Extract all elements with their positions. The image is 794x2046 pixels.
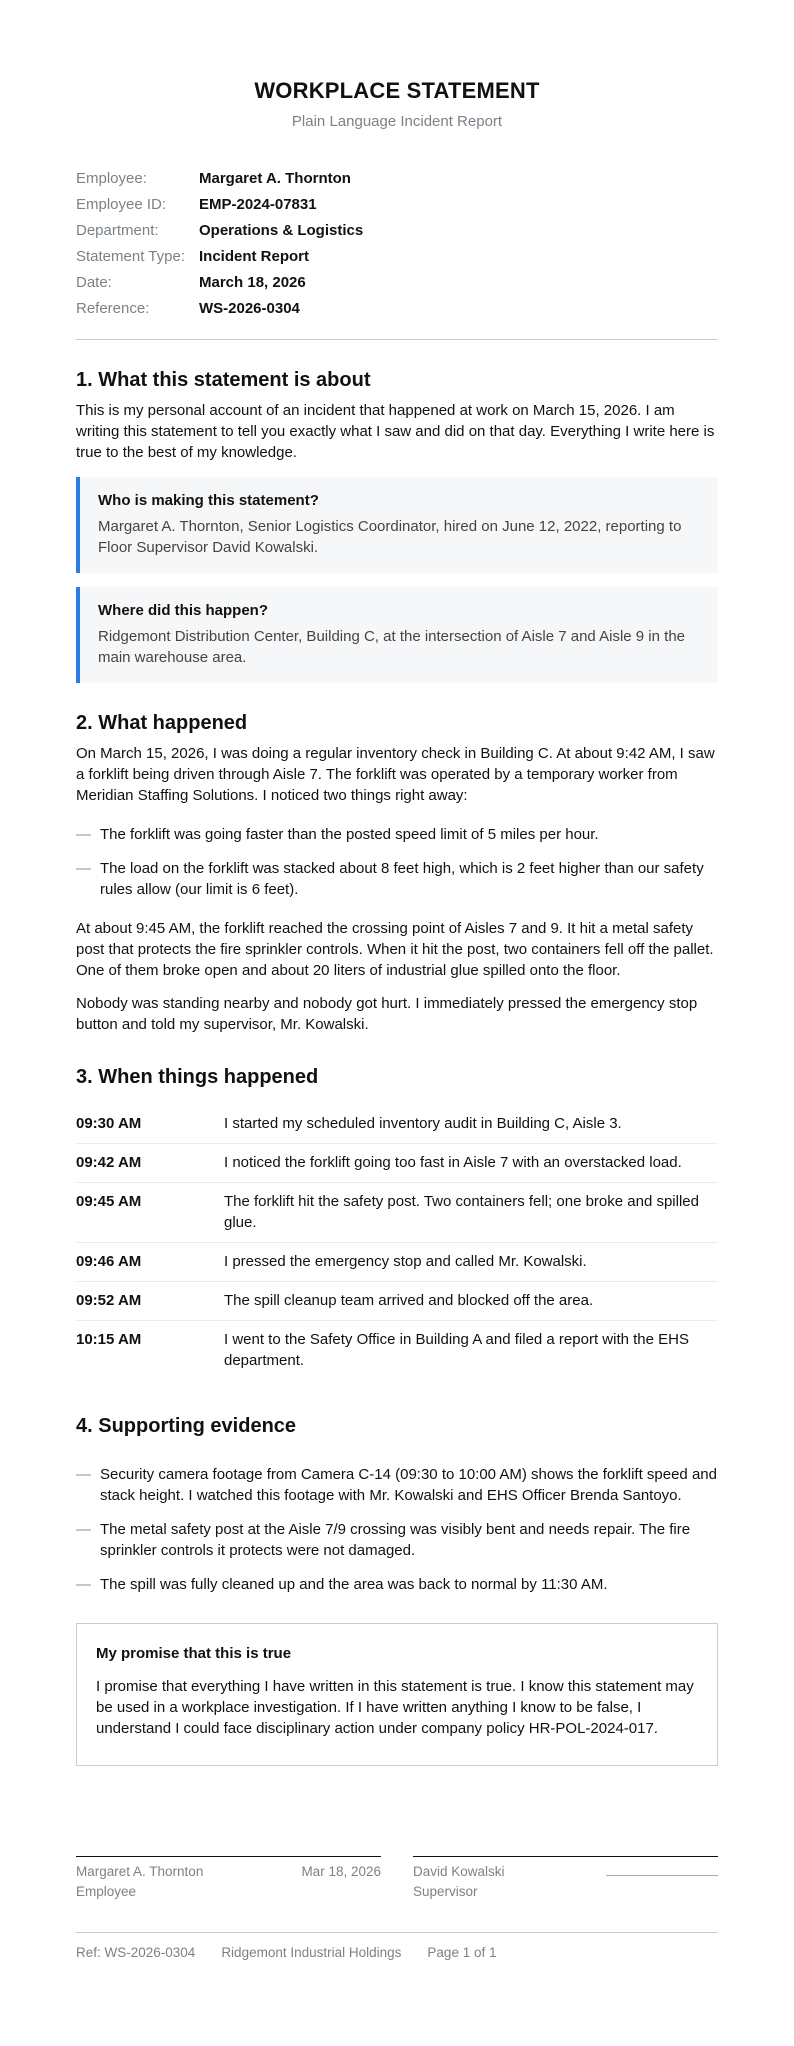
table-row [76, 1183, 718, 1243]
timeline-text: The forklift hit the safety post. Two containers fell; one broke and spilled glue. [224, 1193, 699, 1231]
callout-where [76, 587, 718, 683]
callout-text: Margaret A. Thornton, Senior Logistics Coordinator, hired on June 12, 2022, reporting to Floor Supervisor David Kowalski. [98, 518, 682, 556]
signer-role: Employee [76, 1884, 137, 1899]
meta-label: Employee ID: [76, 195, 167, 213]
signature-supervisor [413, 1856, 718, 1902]
meta-row-department [76, 217, 718, 243]
evidence-list [76, 1464, 718, 1595]
section-timeline [76, 1065, 718, 1380]
dash-bullet-icon: — [76, 1466, 91, 1483]
timeline-time: 09:30 AM [76, 1115, 142, 1132]
list-item [76, 1464, 718, 1506]
section-heading: 1. What this statement is about [76, 369, 371, 391]
footer-reference: Ref: WS-2026-0304 [76, 1945, 196, 1960]
timeline-time: 09:45 AM [76, 1193, 142, 1210]
meta-row-employee-id [76, 191, 718, 217]
dash-bullet-icon: — [76, 860, 91, 877]
timeline-text: I noticed the forklift going too fast in Aisle 7 with an overstacked load. [224, 1154, 682, 1171]
callout-title: Who is making this statement? [98, 492, 319, 509]
meta-value: Operations & Logistics [199, 221, 364, 239]
meta-row-date [76, 269, 718, 295]
meta-label: Date: [76, 273, 112, 291]
header-divider [76, 339, 718, 340]
section-what-happened [76, 711, 718, 1035]
list-item [76, 1574, 718, 1595]
signer-role: Supervisor [413, 1884, 478, 1899]
section-about [76, 368, 718, 683]
footer-company: Ridgemont Industrial Holdings [221, 1945, 402, 1960]
timeline-table [76, 1113, 718, 1380]
dash-bullet-icon: — [76, 826, 91, 843]
timeline-time: 09:46 AM [76, 1253, 142, 1270]
dash-bullet-icon: — [76, 1576, 91, 1593]
declaration-text: I promise that everything I have written in this statement is true. I know this statement may be used in a workplace investigation. If I have written anything I know to be false, I understand I could face disciplinary action under company policy HR-POL-2024-017. [96, 1678, 694, 1737]
list-item [76, 1519, 718, 1561]
metadata-table [76, 165, 718, 321]
section-evidence [76, 1414, 718, 1595]
table-row [76, 1321, 718, 1380]
timeline-text: The spill cleanup team arrived and blocked off the area. [224, 1292, 594, 1309]
meta-value: Incident Report [199, 247, 310, 265]
table-row [76, 1243, 718, 1282]
table-row [76, 1113, 718, 1144]
meta-row-reference [76, 295, 718, 321]
list-item [76, 858, 718, 900]
list-item [76, 824, 718, 845]
footer-divider [76, 1932, 718, 1933]
list-item-text: The load on the forklift was stacked about 8 feet high, which is 2 feet higher than our safety rules allow (our limit is 6 feet). [100, 860, 704, 898]
table-row [76, 1282, 718, 1321]
meta-value: WS-2026-0304 [199, 299, 300, 317]
timeline-time: 09:52 AM [76, 1292, 142, 1309]
footer-page-number: Page 1 of 1 [427, 1945, 497, 1960]
page-footer [76, 1945, 718, 1960]
signature-employee [76, 1856, 381, 1902]
callout-title: Where did this happen? [98, 602, 269, 619]
signer-name: Margaret A. Thornton [76, 1864, 204, 1879]
signature-block [76, 1856, 718, 1902]
meta-value: Margaret A. Thornton [199, 169, 351, 187]
callout-who [76, 477, 718, 573]
paragraph: On March 15, 2026, I was doing a regular inventory check in Building C. At about 9:42 AM, I saw a forklift being driven through Aisle 7. The forklift was operated by a temporary worker from Meridian Staffing Solutions. I noticed two things right away: [76, 745, 715, 804]
section-heading: 3. When things happened [76, 1066, 319, 1088]
truth-declaration-box [76, 1623, 718, 1766]
meta-value: March 18, 2026 [199, 273, 306, 291]
document-header [76, 78, 718, 131]
list-item-text: The spill was fully cleaned up and the area was back to normal by 11:30 AM. [100, 1576, 608, 1593]
timeline-text: I started my scheduled inventory audit in Building C, Aisle 3. [224, 1115, 622, 1132]
signer-name: David Kowalski [413, 1864, 505, 1879]
declaration-title: My promise that this is true [96, 1645, 292, 1662]
callout-text: Ridgemont Distribution Center, Building C, at the intersection of Aisle 7 and Aisle 9 in the main warehouse area. [98, 628, 685, 666]
dash-bullet-icon: — [76, 1521, 91, 1538]
meta-row-employee [76, 165, 718, 191]
timeline-text: I went to the Safety Office in Building A and filed a report with the EHS department. [224, 1331, 689, 1369]
timeline-time: 10:15 AM [76, 1331, 142, 1348]
list-item-text: The metal safety post at the Aisle 7/9 crossing was visibly bent and needs repair. The fire sprinkler controls it protects were not damaged. [100, 1521, 691, 1559]
signature-date-blank[interactable] [606, 1862, 718, 1876]
meta-row-statement-type [76, 243, 718, 269]
list-item-text: Security camera footage from Camera C-14 (09:30 to 10:00 AM) shows the forklift speed and stack height. I watched this footage with Mr. Kowalski and EHS Officer Brenda Santoyo. [100, 1466, 717, 1504]
signature-date: Mar 18, 2026 [301, 1864, 381, 1879]
paragraph: At about 9:45 AM, the forklift reached the crossing point of Aisles 7 and 9. It hit a metal safety post that protects the fire sprinkler controls. When it hit the post, two containers fell off the pallet. One of them broke open and about 20 liters of industrial glue spilled onto the floor. [76, 920, 714, 979]
section-intro: This is my personal account of an incident that happened at work on March 15, 2026. I am writing this statement to tell you exactly what I saw and did on that day. Everything I write here is true to the best of my knowledge. [76, 402, 715, 461]
meta-label: Reference: [76, 299, 150, 317]
timeline-text: I pressed the emergency stop and called Mr. Kowalski. [224, 1253, 587, 1270]
paragraph: Nobody was standing nearby and nobody got hurt. I immediately pressed the emergency stop button and told my supervisor, Mr. Kowalski. [76, 995, 698, 1033]
section-heading: 2. What happened [76, 712, 248, 734]
meta-label: Statement Type: [76, 247, 185, 265]
timeline-time: 09:42 AM [76, 1154, 142, 1171]
list-item-text: The forklift was going faster than the posted speed limit of 5 miles per hour. [100, 826, 599, 843]
meta-value: EMP-2024-07831 [199, 195, 317, 213]
table-row [76, 1144, 718, 1183]
meta-label: Employee: [76, 169, 147, 187]
observation-list [76, 824, 718, 900]
page-title: WORKPLACE STATEMENT [254, 78, 540, 103]
section-heading: 4. Supporting evidence [76, 1415, 297, 1437]
meta-label: Department: [76, 221, 159, 239]
page-subtitle: Plain Language Incident Report [291, 113, 503, 130]
